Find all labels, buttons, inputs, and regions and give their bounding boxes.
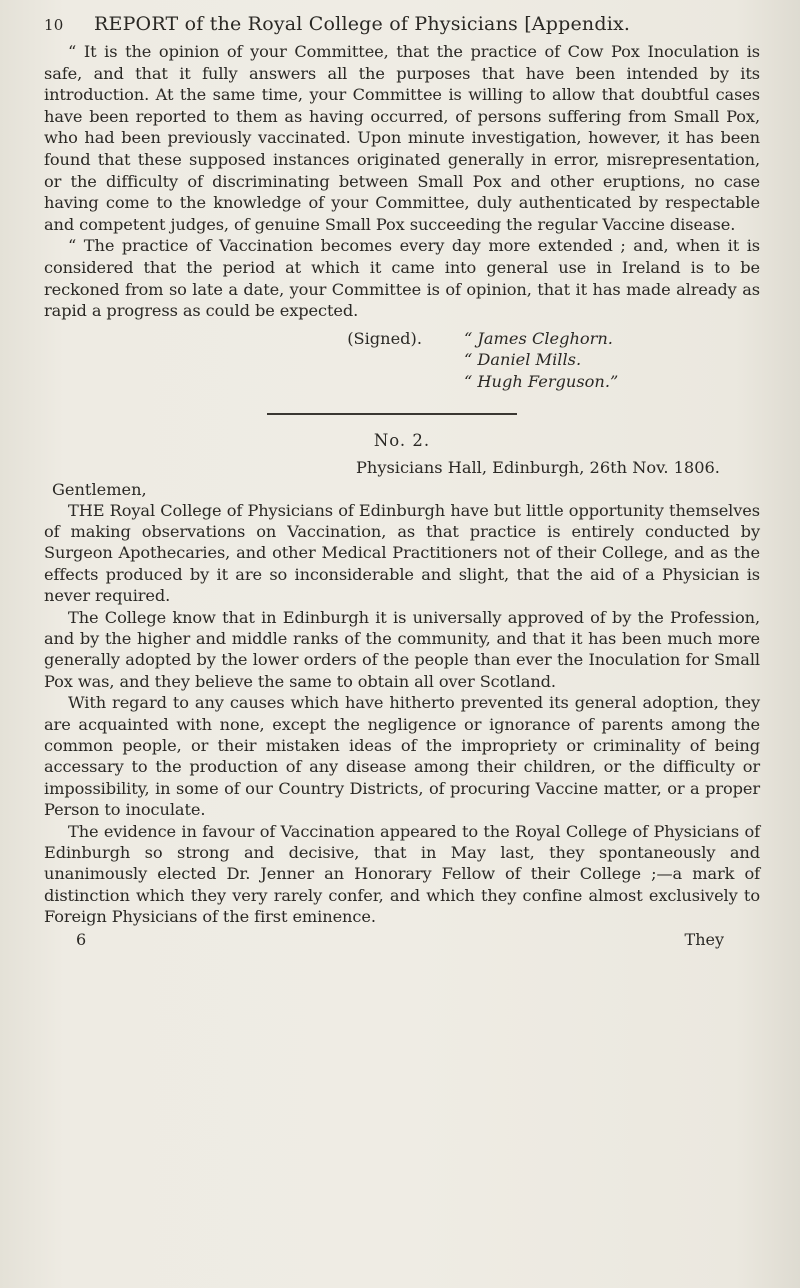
section-divider	[267, 413, 517, 415]
running-header	[44, 12, 760, 37]
letter-dateline: Physicians Hall, Edinburgh, 26th Nov. 1806.	[356, 457, 720, 477]
letter-number: No. 2.	[373, 430, 431, 450]
signature-block	[44, 328, 760, 393]
page-footer	[44, 930, 760, 949]
running-title: REPORT of the Royal College of Physicians [Appendix.	[94, 13, 631, 35]
letter-paragraph-3: With regard to any causes which have hitherto prevented its general adoption, they are acquainted with none, except the negligence or ignorance of parents among the common people, or their mistaken ideas of the impropriety or criminality of being accessary to the production of any disease among their children, or the difficulty or impossibility, in some of our Country Districts, of procuring Vaccine matter, or a proper Person to inoculate.	[44, 693, 760, 820]
page-number: 10	[44, 16, 64, 34]
signed-label: (Signed).	[347, 328, 422, 348]
catchword: They	[684, 929, 724, 949]
letter-paragraph-4: The evidence in favour of Vaccination appeared to the Royal College of Physicians of Edinburgh so strong and decisive, that in May last, they spontaneously and unanimously elected Dr. Jenner an Honorary Fellow of their College ;—a mark of distinction which they very rarely confer, and which they confine almost exclusively to Foreign Physicians of the first eminence.	[44, 821, 760, 927]
signer-list	[464, 328, 618, 393]
signature-mark: 6	[76, 929, 87, 949]
signer-name: “ Hugh Ferguson.”	[464, 371, 619, 391]
letter-paragraph-1: THE Royal College of Physicians of Edinburgh have but little opportunity themselves of making observations on Vaccination, as that practice is entirely conducted by Surgeon Apothecaries, and other Medical Practitioners not of their College, and as the effects produced by it are so inconsiderable and slight, that the aid of a Physician is never required.	[44, 500, 760, 606]
signer-name: “ James Cleghorn.	[464, 328, 613, 348]
letter-paragraph-2: The College know that in Edinburgh it is universally approved of by the Profession, and by the higher and middle ranks of the community, and that it has been much more generally adopted by the lower orders of the people than ever the Inoculation for Small Pox was, and they believe the same to obtain all over Scotland.	[44, 607, 760, 691]
committee-paragraph-2: “ The practice of Vaccination becomes every day more extended ; and, when it is considered that the period at which it came into general use in Ireland is to be reckoned from so late a date, your Committee is of opinion, that it has made already as rapid a progress as could be expected.	[44, 236, 760, 321]
signer-name: “ Daniel Mills.	[464, 350, 582, 370]
committee-paragraph-1: “ It is the opinion of your Committee, that the practice of Cow Pox Inoculation is safe, and that it fully answers all the purposes that have been intended by its introduction. At the same time, your Committee is willing to allow that doubtful cases have been reported to them as having occurred, of persons suffering from Small Pox, who had been previously vaccinated. Upon minute investigation, however, it has been found that these supposed instances originated generally in error, misrepresentation, or the difficulty of discriminating between Small Pox and other eruptions, no case having come to the knowledge of your Committee, duly authenticated by respectable and competent judges, of genuine Small Pox succeeding the regular Vaccine disease.	[44, 42, 760, 234]
letter-salutation: Gentlemen,	[52, 479, 147, 499]
